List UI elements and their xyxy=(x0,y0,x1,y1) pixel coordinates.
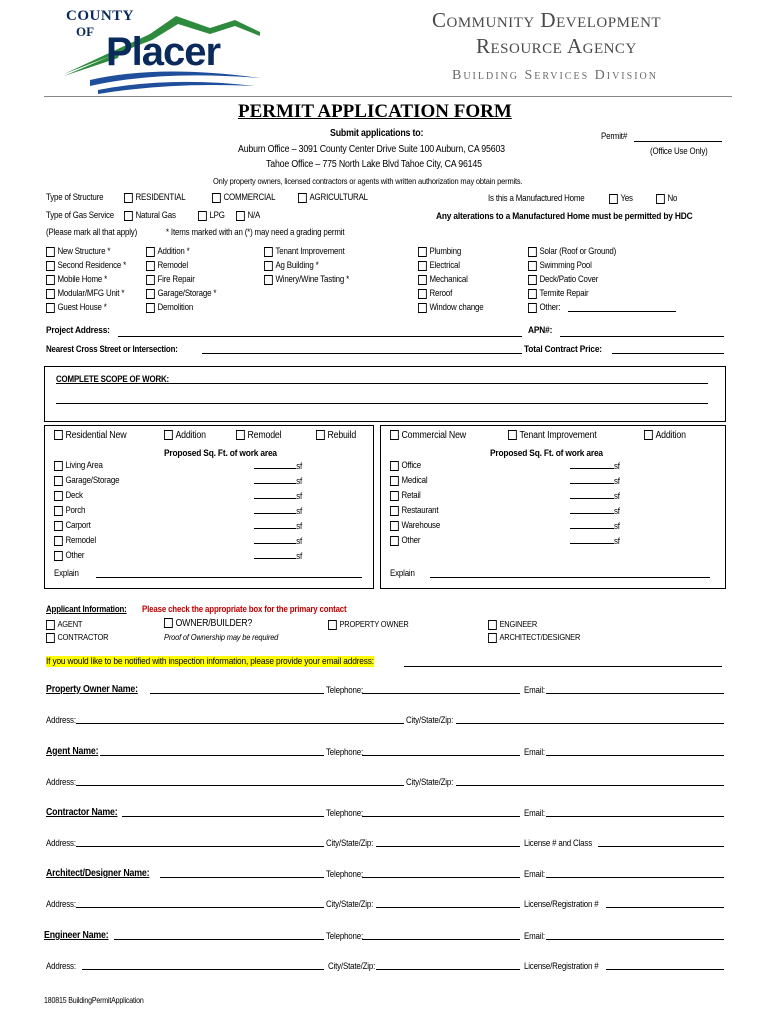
engineer-name-field[interactable] xyxy=(114,939,324,940)
sqft-field[interactable]: sf xyxy=(570,505,620,520)
res-item[interactable]: Living Area xyxy=(54,460,119,475)
agricultural-checkbox[interactable] xyxy=(298,193,307,203)
com-item-checkbox[interactable] xyxy=(390,521,399,531)
work-checkbox[interactable] xyxy=(418,247,427,257)
res-item-checkbox[interactable] xyxy=(54,536,63,546)
architect-license-label: License/Registration # xyxy=(524,899,599,909)
work-checkbox[interactable] xyxy=(418,303,427,313)
work-item[interactable]: Solar (Roof or Ground) xyxy=(528,246,616,260)
work-item[interactable]: Termite Repair xyxy=(528,288,616,302)
notice-text: Only property owners, licensed contractors or agents with written authorization may obtain permits. xyxy=(213,176,523,186)
contractor-checkbox[interactable] xyxy=(46,633,55,643)
agent-address-field[interactable] xyxy=(76,785,404,786)
logo-county-text: COUNTY xyxy=(66,8,135,24)
agent-city-field[interactable] xyxy=(456,785,724,786)
com-item-checkbox[interactable] xyxy=(390,476,399,486)
architect-email-label: Email: xyxy=(524,869,545,879)
na-checkbox[interactable] xyxy=(236,211,245,221)
owner-address-field[interactable] xyxy=(76,723,404,724)
res-item[interactable]: Porch xyxy=(54,505,119,520)
agent-telephone-label: Telephone: xyxy=(326,747,364,757)
contractor-option[interactable]: CONTRACTOR xyxy=(46,632,108,643)
com-item-checkbox[interactable] xyxy=(390,536,399,546)
work-col3 xyxy=(264,246,361,288)
work-item[interactable]: Modular/MFG Unit * xyxy=(46,288,126,302)
project-address-label: Project Address: xyxy=(46,325,110,336)
sqft-field[interactable]: sf xyxy=(254,490,302,505)
property-owner-option[interactable]: PROPERTY OWNER xyxy=(328,619,409,630)
work-col2 xyxy=(146,246,226,316)
applicant-instruction: Please check the appropriate box for the primary contact xyxy=(142,604,347,614)
project-address-field[interactable] xyxy=(118,336,522,337)
cross-street-field[interactable] xyxy=(202,353,522,354)
work-checkbox[interactable] xyxy=(146,289,155,299)
work-checkbox[interactable] xyxy=(418,261,427,271)
res-option[interactable]: Remodel xyxy=(236,430,281,441)
com-addition-checkbox[interactable] xyxy=(644,430,653,440)
architect-telephone-label: Telephone: xyxy=(326,869,364,879)
work-item[interactable]: Window change xyxy=(418,302,484,316)
agent-name-label: Agent Name: xyxy=(46,746,99,757)
natural-gas-option[interactable]: Natural Gas xyxy=(124,210,176,221)
work-item[interactable]: Addition * xyxy=(146,246,216,260)
com-option[interactable]: Commercial New xyxy=(390,430,466,441)
agency-line1: Community Development xyxy=(432,8,662,32)
sqft-field[interactable]: sf xyxy=(254,475,302,490)
work-checkbox[interactable] xyxy=(264,275,273,285)
permit-number-field[interactable] xyxy=(634,141,722,142)
engineer-address-field[interactable] xyxy=(82,969,324,970)
work-item[interactable]: Mobile Home * xyxy=(46,274,126,288)
res-sqft-heading: Proposed Sq. Ft. of work area xyxy=(164,448,277,459)
scope-line-1[interactable] xyxy=(166,383,708,384)
agency-line2: Resource Agency xyxy=(476,34,637,58)
res-item[interactable]: Garage/Storage xyxy=(54,475,119,490)
work-checkbox[interactable] xyxy=(528,303,537,313)
res-sqft-fields xyxy=(254,460,309,565)
tahoe-office: Tahoe Office – 775 North Lake Blvd Tahoe City, CA 96145 xyxy=(266,159,482,170)
engineer-license-field[interactable] xyxy=(606,969,724,970)
res-remodel-checkbox[interactable] xyxy=(236,430,245,440)
work-item[interactable]: Deck/Patio Cover xyxy=(528,274,616,288)
res-item[interactable]: Carport xyxy=(54,520,119,535)
owner-builder-checkbox[interactable] xyxy=(164,618,173,628)
structure-type-label: Type of Structure xyxy=(46,192,104,202)
manufactured-question: Is this a Manufactured Home xyxy=(488,193,585,203)
work-item[interactable]: New Structure * xyxy=(46,246,126,260)
work-checkbox[interactable] xyxy=(418,289,427,299)
manufactured-note: Any alterations to a Manufactured Home must be permitted by HDC xyxy=(436,211,693,222)
com-option[interactable]: Addition xyxy=(644,430,686,441)
agent-checkbox[interactable] xyxy=(46,620,55,630)
scope-line-2[interactable] xyxy=(56,403,708,404)
com-sqft-heading: Proposed Sq. Ft. of work area xyxy=(490,448,603,459)
architect-license-field[interactable] xyxy=(606,907,724,908)
com-item[interactable]: Restaurant xyxy=(390,505,440,520)
work-checkbox[interactable] xyxy=(146,261,155,271)
work-item[interactable]: Electrical xyxy=(418,260,484,274)
res-item[interactable]: Remodel xyxy=(54,535,119,550)
res-item[interactable]: Other xyxy=(54,550,119,565)
contractor-email-field[interactable] xyxy=(546,816,724,817)
owner-telephone-label: Telephone: xyxy=(326,685,364,695)
contractor-city-label: City/State/Zip: xyxy=(326,838,374,848)
architect-email-field[interactable] xyxy=(546,877,724,878)
work-col4 xyxy=(418,246,492,316)
agent-name-field[interactable] xyxy=(100,755,324,756)
owner-city-field[interactable] xyxy=(456,723,724,724)
agent-option[interactable]: AGENT xyxy=(46,619,82,630)
res-item-checkbox[interactable] xyxy=(54,461,63,471)
work-checkbox[interactable] xyxy=(46,261,55,271)
com-item-checkbox[interactable] xyxy=(390,491,399,501)
sqft-field[interactable]: sf xyxy=(570,520,620,535)
work-checkbox[interactable] xyxy=(146,247,155,257)
natural-gas-checkbox[interactable] xyxy=(124,211,133,221)
com-item[interactable]: Medical xyxy=(390,475,440,490)
owner-builder-option[interactable]: OWNER/BUILDER? xyxy=(164,618,252,629)
grading-note: * Items marked with an (*) may need a grading permit xyxy=(166,227,345,237)
work-item[interactable]: Second Residence * xyxy=(46,260,126,274)
contractor-license-label: License # and Class xyxy=(524,838,592,848)
auburn-office: Auburn Office – 3091 County Center Drive Suite 100 Auburn, CA 95603 xyxy=(238,144,505,155)
contractor-name-label: Contractor Name: xyxy=(46,807,118,818)
work-item[interactable]: Demolition xyxy=(146,302,216,316)
contractor-name-field[interactable] xyxy=(122,816,324,817)
form-title: PERMIT APPLICATION FORM xyxy=(238,101,512,122)
commercial-checkbox[interactable] xyxy=(212,193,221,203)
contractor-telephone-field[interactable] xyxy=(362,816,520,817)
res-option[interactable]: Rebuild xyxy=(316,430,356,441)
architect-address-label: Address: xyxy=(46,899,76,909)
work-item[interactable]: Reroof xyxy=(418,288,484,302)
work-item[interactable]: Mechanical xyxy=(418,274,484,288)
sqft-field[interactable]: sf xyxy=(254,460,302,475)
work-checkbox[interactable] xyxy=(528,289,537,299)
other-work-field[interactable] xyxy=(568,311,676,312)
manufactured-yes-option[interactable]: Yes xyxy=(609,193,633,204)
res-item[interactable]: Deck xyxy=(54,490,119,505)
architect-name-field[interactable] xyxy=(160,877,324,878)
owner-address-label: Address: xyxy=(46,715,76,725)
com-items xyxy=(390,460,447,550)
work-checkbox[interactable] xyxy=(46,289,55,299)
na-option[interactable]: N/A xyxy=(236,210,260,221)
architect-checkbox[interactable] xyxy=(488,633,497,643)
architect-telephone-field[interactable] xyxy=(362,877,520,878)
agent-email-label: Email: xyxy=(524,747,545,757)
com-item[interactable]: Office xyxy=(390,460,440,475)
work-item[interactable]: Tenant Improvement xyxy=(264,246,349,260)
logo-of-text: OF xyxy=(76,24,95,39)
work-checkbox[interactable] xyxy=(264,261,273,271)
work-checkbox[interactable] xyxy=(46,275,55,285)
engineer-email-label: Email: xyxy=(524,931,545,941)
owner-name-label: Property Owner Name: xyxy=(46,684,138,695)
work-item[interactable]: Remodel xyxy=(146,260,216,274)
sqft-field[interactable]: sf xyxy=(254,550,302,565)
notify-email-field[interactable] xyxy=(404,666,722,667)
applicant-label: Applicant Information: xyxy=(46,604,127,614)
sqft-field[interactable]: sf xyxy=(254,535,302,550)
residential-option[interactable]: RESIDENTIAL xyxy=(124,192,185,203)
work-checkbox[interactable] xyxy=(264,247,273,257)
architect-option[interactable]: ARCHITECT/DESIGNER xyxy=(488,632,580,643)
form-code: 180815 BuildingPermitApplication xyxy=(44,996,144,1005)
engineer-city-field[interactable] xyxy=(376,969,520,970)
sqft-field[interactable]: sf xyxy=(254,520,302,535)
commercial-option[interactable]: COMMERCIAL xyxy=(212,192,275,203)
owner-email-field[interactable] xyxy=(546,693,724,694)
property-owner-checkbox[interactable] xyxy=(328,620,337,630)
work-item[interactable]: Plumbing xyxy=(418,246,484,260)
com-item-checkbox[interactable] xyxy=(390,461,399,471)
manufactured-no-option[interactable]: No xyxy=(656,193,677,204)
apn-field[interactable] xyxy=(560,336,724,337)
engineer-option[interactable]: ENGINEER xyxy=(488,619,537,630)
com-item[interactable]: Retail xyxy=(390,490,440,505)
contractor-email-label: Email: xyxy=(524,808,545,818)
com-explain-label: Explain xyxy=(390,568,415,578)
contract-price-field[interactable] xyxy=(612,353,724,354)
header-divider xyxy=(44,96,732,97)
engineer-license-label: License/Registration # xyxy=(524,961,599,971)
architect-name-label: Architect/Designer Name: xyxy=(46,868,150,879)
res-item-checkbox[interactable] xyxy=(54,476,63,486)
gas-service-label: Type of Gas Service xyxy=(46,210,114,220)
contractor-address-label: Address: xyxy=(46,838,76,848)
res-explain-label: Explain xyxy=(54,568,79,578)
lpg-checkbox[interactable] xyxy=(198,211,207,221)
agent-city-label: City/State/Zip: xyxy=(406,777,454,787)
contractor-telephone-label: Telephone: xyxy=(326,808,364,818)
com-item[interactable]: Other xyxy=(390,535,440,550)
agricultural-option[interactable]: AGRICULTURAL xyxy=(298,192,368,203)
mark-all-label: (Please mark all that apply) xyxy=(46,227,138,237)
agent-address-label: Address: xyxy=(46,777,76,787)
sqft-field[interactable]: sf xyxy=(570,535,620,550)
agent-email-field[interactable] xyxy=(546,755,724,756)
work-item[interactable]: Guest House * xyxy=(46,302,126,316)
res-option[interactable]: Residential New xyxy=(54,430,126,441)
res-item-checkbox[interactable] xyxy=(54,506,63,516)
work-checkbox[interactable] xyxy=(146,275,155,285)
com-ti-checkbox[interactable] xyxy=(508,430,517,440)
submit-heading: Submit applications to: xyxy=(330,128,424,139)
res-option[interactable]: Addition xyxy=(164,430,206,441)
engineer-name-label: Engineer Name: xyxy=(44,930,109,941)
architect-address-field[interactable] xyxy=(76,907,324,908)
architect-city-label: City/State/Zip: xyxy=(326,899,374,909)
res-item-checkbox[interactable] xyxy=(54,521,63,531)
permit-label: Permit# xyxy=(601,131,628,141)
sqft-field[interactable]: sf xyxy=(570,460,620,475)
com-new-checkbox[interactable] xyxy=(390,430,399,440)
apn-label: APN#: xyxy=(528,325,553,336)
email-notice: If you would like to be notified with inspection information, please provide your email address: xyxy=(46,656,374,667)
res-explain-field[interactable] xyxy=(96,577,362,578)
work-item[interactable]: Fire Repair xyxy=(146,274,216,288)
work-item[interactable]: Ag Building * xyxy=(264,260,349,274)
work-checkbox[interactable] xyxy=(528,275,537,285)
engineer-telephone-field[interactable] xyxy=(362,939,520,940)
sqft-field[interactable]: sf xyxy=(570,490,620,505)
work-checkbox[interactable] xyxy=(418,275,427,285)
res-addition-checkbox[interactable] xyxy=(164,430,173,440)
engineer-address-label: Address: xyxy=(46,961,76,971)
com-sqft-fields xyxy=(570,460,627,550)
work-checkbox[interactable] xyxy=(528,247,537,257)
county-logo xyxy=(60,6,270,94)
com-explain-field[interactable] xyxy=(430,577,710,578)
work-item[interactable]: Garage/Storage * xyxy=(146,288,216,302)
engineer-checkbox[interactable] xyxy=(488,620,497,630)
sqft-field[interactable]: sf xyxy=(570,475,620,490)
owner-email-label: Email: xyxy=(524,685,545,695)
engineer-telephone-label: Telephone: xyxy=(326,931,364,941)
work-checkbox[interactable] xyxy=(46,303,55,313)
engineer-city-label: City/State/Zip: xyxy=(328,961,376,971)
yes-checkbox[interactable] xyxy=(609,194,618,204)
com-item[interactable]: Warehouse xyxy=(390,520,440,535)
logo-placer-text: Placer xyxy=(106,30,221,74)
work-item[interactable]: Other: xyxy=(528,302,616,316)
owner-telephone-field[interactable] xyxy=(362,693,520,694)
cross-street-label: Nearest Cross Street or Intersection: xyxy=(46,344,178,354)
contractor-address-field[interactable] xyxy=(76,846,324,847)
office-use-label: (Office Use Only) xyxy=(650,146,708,156)
work-checkbox[interactable] xyxy=(46,247,55,257)
division-text: Building Services Division xyxy=(452,68,658,83)
res-rebuild-checkbox[interactable] xyxy=(316,430,325,440)
res-item-checkbox[interactable] xyxy=(54,551,63,561)
com-option[interactable]: Tenant Improvement xyxy=(508,430,596,441)
work-col5 xyxy=(528,246,628,316)
res-items xyxy=(54,460,128,565)
scope-label: COMPLETE SCOPE OF WORK: xyxy=(56,374,169,384)
com-item-checkbox[interactable] xyxy=(390,506,399,516)
work-item[interactable]: Swimming Pool xyxy=(528,260,616,274)
contractor-city-field[interactable] xyxy=(376,846,520,847)
sqft-field[interactable]: sf xyxy=(254,505,302,520)
proof-note: Proof of Ownership may be required xyxy=(164,632,279,642)
engineer-email-field[interactable] xyxy=(546,939,724,940)
res-new-checkbox[interactable] xyxy=(54,430,63,440)
owner-city-label: City/State/Zip: xyxy=(406,715,454,725)
work-checkbox[interactable] xyxy=(528,261,537,271)
no-checkbox[interactable] xyxy=(656,194,665,204)
work-checkbox[interactable] xyxy=(146,303,155,313)
architect-city-field[interactable] xyxy=(376,907,520,908)
work-col1 xyxy=(46,246,137,316)
agent-telephone-field[interactable] xyxy=(362,755,520,756)
lpg-option[interactable]: LPG xyxy=(198,210,225,221)
res-item-checkbox[interactable] xyxy=(54,491,63,501)
owner-name-field[interactable] xyxy=(150,693,324,694)
contract-price-label: Total Contract Price: xyxy=(524,344,602,355)
residential-checkbox[interactable] xyxy=(124,193,133,203)
contractor-license-field[interactable] xyxy=(598,846,724,847)
work-item[interactable]: Winery/Wine Tasting * xyxy=(264,274,349,288)
